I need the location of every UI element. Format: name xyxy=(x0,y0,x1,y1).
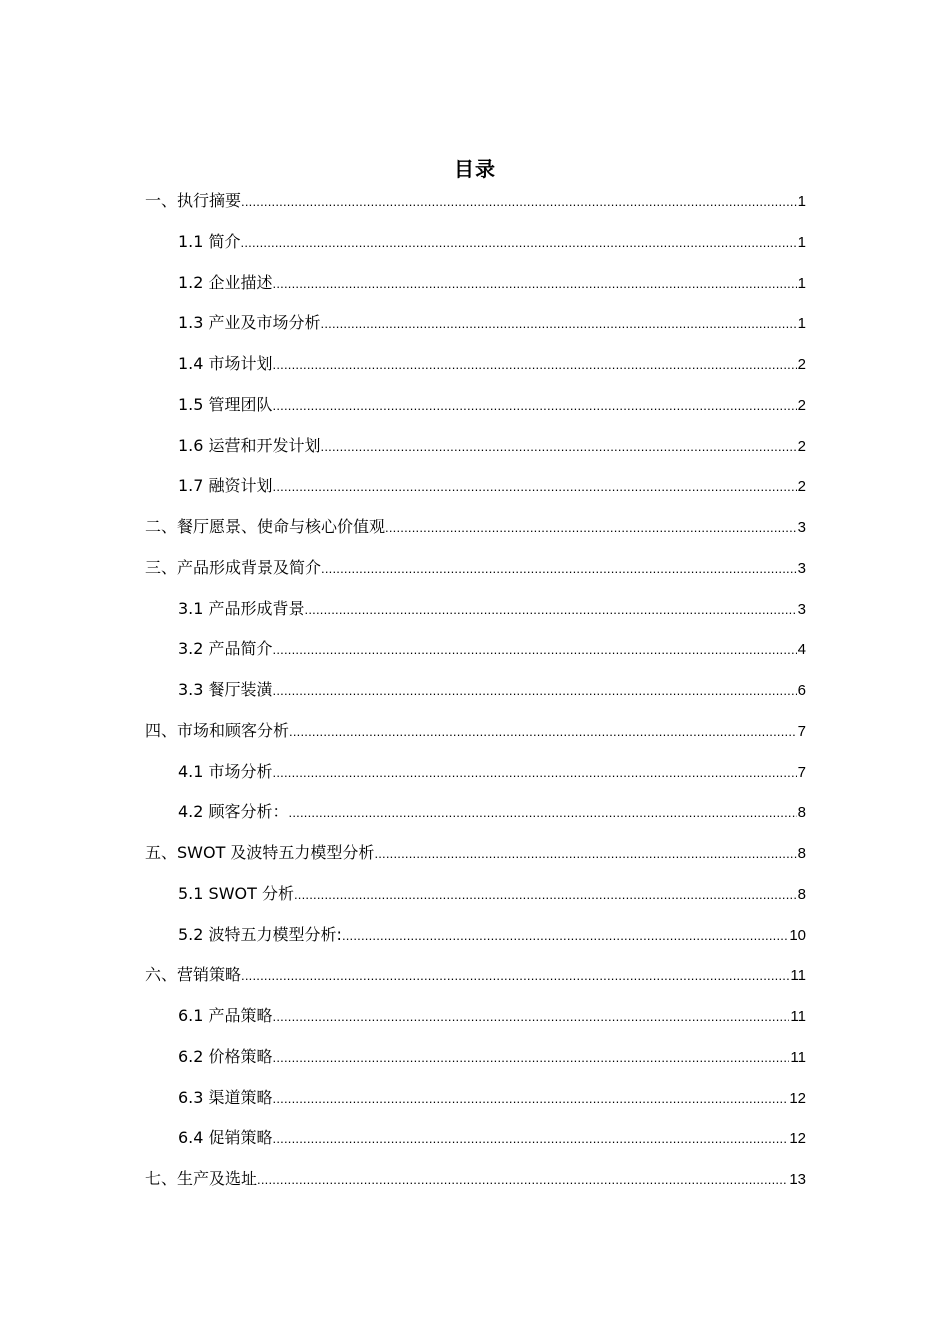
toc-entry[interactable] xyxy=(0,1078,806,1119)
toc-entry-page-number: 13 xyxy=(789,1171,806,1188)
toc-dot-leader xyxy=(385,508,797,548)
toc-entry[interactable] xyxy=(0,548,806,589)
toc-entry[interactable] xyxy=(0,385,806,426)
toc-entry-page-number: 3 xyxy=(797,559,806,577)
toc-entry-page-number: 2 xyxy=(797,356,806,373)
toc-entry[interactable] xyxy=(0,1159,806,1200)
toc-entry-page-number: 8 xyxy=(797,845,806,862)
toc-entry-label: 6.1 产品策略 xyxy=(178,1006,273,1025)
toc-dot-leader xyxy=(321,427,797,467)
toc-entry[interactable] xyxy=(0,507,806,548)
toc-entry-page-number: 2 xyxy=(797,478,806,496)
toc-entry[interactable] xyxy=(0,629,806,670)
toc-entry[interactable] xyxy=(0,711,806,752)
toc-entry[interactable] xyxy=(0,915,806,956)
toc-dot-leader xyxy=(289,712,797,752)
toc-entry-label: 1.2 企业描述 xyxy=(178,272,273,292)
toc-entry-label: 1.4 市场计划 xyxy=(178,354,273,373)
toc-entry-label: 七、生产及选址 xyxy=(145,1169,258,1188)
toc-entry-page-number: 2 xyxy=(797,437,806,455)
toc-entry[interactable] xyxy=(0,181,806,222)
toc-dot-leader xyxy=(241,182,797,222)
toc-entry-label: 三、产品形成背景及简介 xyxy=(145,557,322,577)
toc-entry-page-number: 11 xyxy=(790,967,806,985)
toc-entry-label: 四、市场和顾客分析 xyxy=(145,720,290,740)
toc-entry-label: 六、营销策略 xyxy=(145,965,242,985)
toc-entry-label: 3.2 产品简介 xyxy=(178,639,273,659)
toc-entry-page-number: 4 xyxy=(797,641,806,659)
toc-entry[interactable] xyxy=(0,222,806,263)
toc-dot-leader xyxy=(273,345,797,385)
toc-entry-page-number: 3 xyxy=(797,519,806,536)
toc-dot-leader xyxy=(273,753,797,793)
toc-dot-leader xyxy=(273,997,790,1037)
toc-entry-page-number: 11 xyxy=(790,1008,806,1025)
toc-entry-label: 5.2 波特五力模型分析: xyxy=(178,924,342,944)
toc-entry-page-number: 1 xyxy=(797,193,806,210)
toc-entry[interactable] xyxy=(0,426,806,467)
toc-entry[interactable] xyxy=(0,263,806,304)
toc-entry-label: 6.2 价格策略 xyxy=(178,1046,273,1066)
toc-title: 目录 xyxy=(454,157,496,181)
toc-entry[interactable] xyxy=(0,303,806,344)
toc-entry-page-number: 12 xyxy=(789,1130,806,1148)
toc-entry-page-number: 8 xyxy=(797,804,806,822)
toc-entry[interactable] xyxy=(0,833,806,874)
toc-dot-leader xyxy=(241,223,797,263)
toc-entry[interactable] xyxy=(0,1037,806,1078)
toc-entry-page-number: 12 xyxy=(789,1089,806,1107)
toc-entry[interactable] xyxy=(0,466,806,507)
toc-entry-page-number: 7 xyxy=(797,722,806,740)
toc-dot-leader xyxy=(305,590,797,630)
toc-entry-label: 一、执行摘要 xyxy=(145,191,242,210)
toc-entry-page-number: 3 xyxy=(797,600,806,618)
toc-entry-page-number: 2 xyxy=(797,396,806,414)
toc-entry-page-number: 8 xyxy=(797,885,806,903)
toc-dot-leader xyxy=(273,1079,789,1119)
toc-entry-label: 二、餐厅愿景、使命与核心价值观 xyxy=(145,517,386,536)
toc-entry[interactable] xyxy=(0,996,806,1037)
toc-dot-leader xyxy=(273,386,797,426)
toc-entry-page-number: 1 xyxy=(797,315,806,333)
toc-dot-leader xyxy=(321,304,797,344)
toc-dot-leader xyxy=(294,875,797,915)
toc-entry-label: 1.3 产业及市场分析 xyxy=(178,313,321,333)
toc-entry-label: 3.3 餐厅装潢 xyxy=(178,680,273,699)
toc-entry-label: 1.5 管理团队 xyxy=(178,394,273,414)
toc-dot-leader xyxy=(273,1038,790,1078)
toc-dot-leader xyxy=(241,956,789,996)
toc-entry-label: 6.4 促销策略 xyxy=(178,1128,273,1148)
toc-entry-label: 4.1 市场分析 xyxy=(178,761,273,781)
toc-entry-label: 6.3 渠道策略 xyxy=(178,1087,273,1107)
toc-entry-label: 5.1 SWOT 分析 xyxy=(178,883,294,903)
toc-dot-leader xyxy=(273,630,797,670)
toc-dot-leader xyxy=(321,549,797,589)
toc-entry-page-number: 6 xyxy=(797,682,806,699)
toc-entry-label: 3.1 产品形成背景 xyxy=(178,598,305,618)
toc-entry-label: 五、SWOT 及波特五力模型分析 xyxy=(145,843,375,862)
toc-dot-leader xyxy=(289,793,797,833)
toc-entry[interactable] xyxy=(0,955,806,996)
toc-dot-leader xyxy=(273,264,797,304)
toc-entry[interactable] xyxy=(0,874,806,915)
toc-entry-page-number: 7 xyxy=(797,763,806,781)
toc-entry-label: 4.2 顾客分析： xyxy=(178,802,289,822)
toc-dot-leader xyxy=(342,916,788,956)
toc-entry[interactable] xyxy=(0,589,806,630)
toc-entry-label: 1.7 融资计划 xyxy=(178,476,273,496)
toc-entry[interactable] xyxy=(0,1118,806,1159)
toc-dot-leader xyxy=(257,1160,788,1200)
toc-dot-leader xyxy=(273,671,797,711)
toc-dot-leader xyxy=(273,467,797,507)
toc-entry[interactable] xyxy=(0,344,806,385)
toc-entry[interactable] xyxy=(0,792,806,833)
table-of-contents xyxy=(0,181,950,1200)
toc-entry-page-number: 10 xyxy=(789,926,806,944)
toc-entry-page-number: 1 xyxy=(797,274,806,292)
toc-dot-leader xyxy=(374,834,796,874)
toc-entry[interactable] xyxy=(0,752,806,793)
toc-entry-label: 1.1 简介 xyxy=(178,231,241,251)
toc-entry[interactable] xyxy=(0,670,806,711)
toc-dot-leader xyxy=(273,1119,789,1159)
toc-entry-page-number: 11 xyxy=(790,1048,806,1066)
toc-entry-page-number: 1 xyxy=(797,233,806,251)
toc-entry-label: 1.6 运营和开发计划 xyxy=(178,435,321,455)
